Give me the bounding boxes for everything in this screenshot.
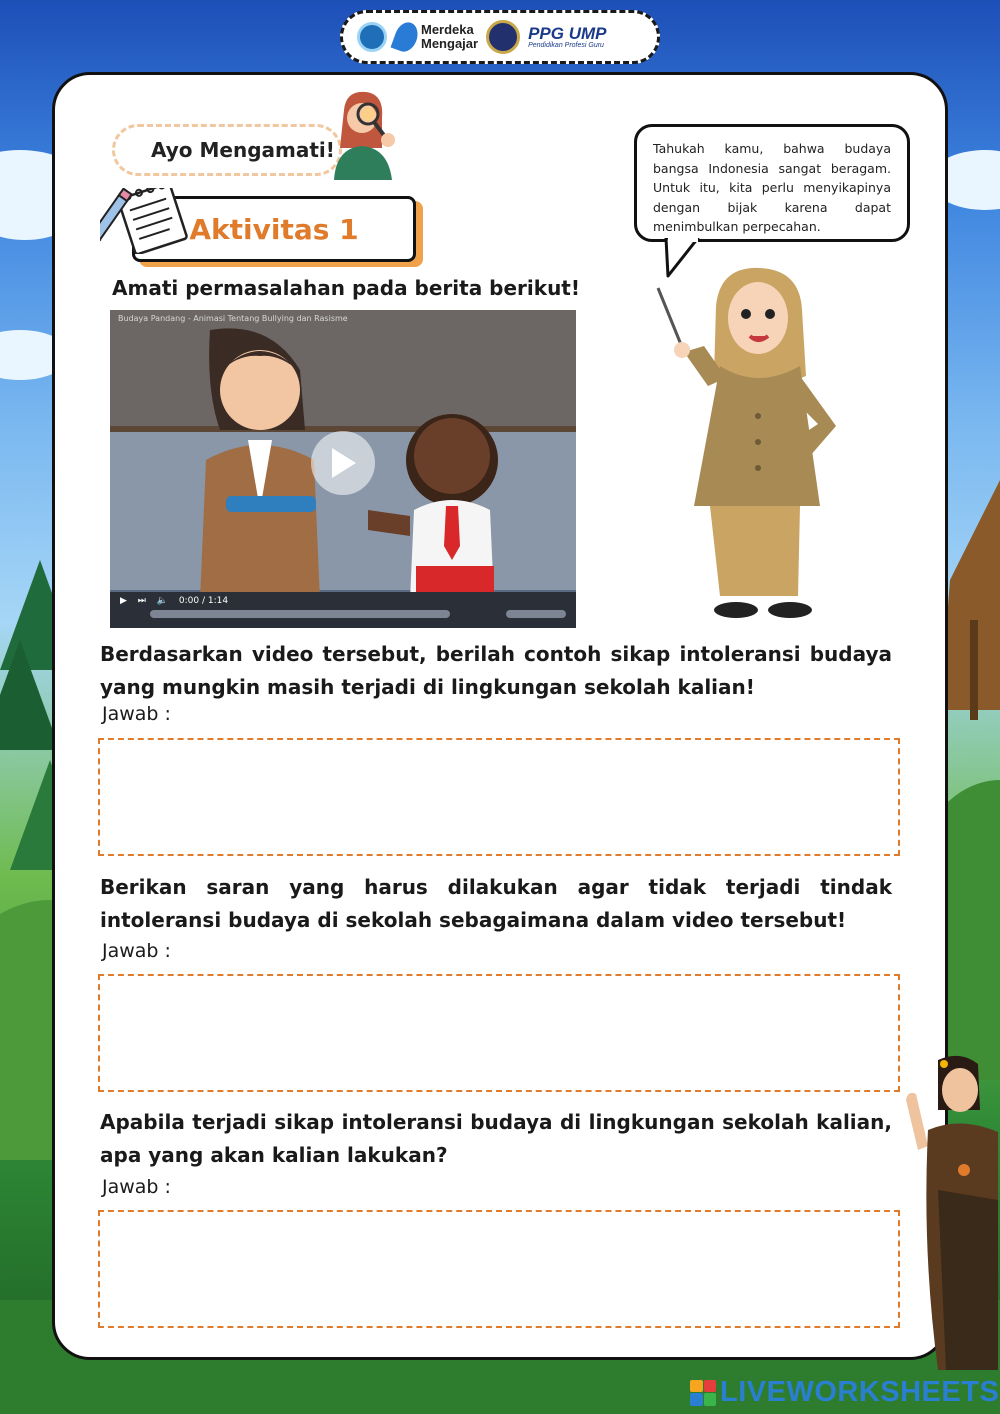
merdeka-swoosh-icon: [391, 19, 422, 55]
answer-label-3: Jawab :: [102, 1176, 171, 1198]
ppg-logo: [528, 25, 606, 49]
volume-icon[interactable]: 🔈: [156, 596, 168, 606]
video-player[interactable]: [110, 310, 576, 628]
question-2: Berikan saran yang harus dilakukan agar tidak terjadi tindak intoleransi budaya di sekolah sebagaimana dalam video tersebut!: [100, 875, 892, 932]
speech-bubble-text: Tahukah kamu, bahwa budaya bangsa Indonesia sangat beragam. Untuk itu, kita perlu menyikapinya dengan bijak karena dapat menimbulkan perpecahan.: [653, 141, 891, 234]
header-logos: [340, 10, 660, 64]
answer-box-3[interactable]: [98, 1210, 900, 1328]
video-progress-bar[interactable]: [150, 610, 450, 618]
video-time: 0:00 / 1:14: [178, 596, 229, 606]
next-icon[interactable]: ⏭: [137, 596, 146, 606]
liveworksheets-brand: LIVEWORKSHEETS: [720, 1376, 1000, 1408]
play-button[interactable]: [311, 431, 375, 495]
answer-box-1[interactable]: [98, 738, 900, 856]
question-3: Apabila terjadi sikap intoleransi budaya di lingkungan sekolah kalian, apa yang akan kalian lakukan?: [100, 1110, 892, 1167]
merdeka-line1: Merdeka: [421, 22, 474, 37]
observe-label: Ayo Mengamati!: [151, 138, 335, 162]
magnifier-girl-illustration: [326, 88, 402, 180]
merdeka-mengajar-logo: [395, 22, 478, 52]
teacher-illustration: [650, 266, 850, 628]
liveworksheets-mark-icon: [690, 1380, 716, 1406]
dancer-illustration: [898, 1050, 1000, 1370]
answer-label-2: Jawab :: [102, 940, 171, 962]
kemendikbud-logo: [357, 22, 387, 52]
video-title: Budaya Pandang - Animasi Tentang Bullying dan Rasisme: [118, 314, 348, 323]
ppg-title: PPG UMP: [528, 24, 607, 43]
observe-pill: [112, 124, 342, 176]
ppg-subtitle: Pendidikan Profesi Guru: [528, 42, 604, 49]
answer-box-2[interactable]: [98, 974, 900, 1092]
notepad-icon: [100, 188, 192, 254]
activity-label: Aktivitas 1: [189, 212, 359, 246]
video-volume-bar[interactable]: [506, 610, 566, 618]
video-controls: [120, 596, 228, 606]
speech-bubble: [634, 124, 910, 242]
question-1: Berdasarkan video tersebut, berilah contoh sikap intoleransi budaya yang mungkin masih terjadi di lingkungan sekolah kalian!: [100, 642, 892, 699]
answer-label-1: Jawab :: [102, 703, 171, 725]
play-icon: [330, 448, 356, 478]
instruction-text: Amati permasalahan pada berita berikut!: [112, 276, 580, 300]
ump-emblem-icon: [486, 20, 520, 54]
liveworksheets-logo: [690, 1376, 999, 1409]
play-small-icon[interactable]: ▶: [120, 596, 127, 606]
merdeka-line2: Mengajar: [421, 36, 479, 51]
